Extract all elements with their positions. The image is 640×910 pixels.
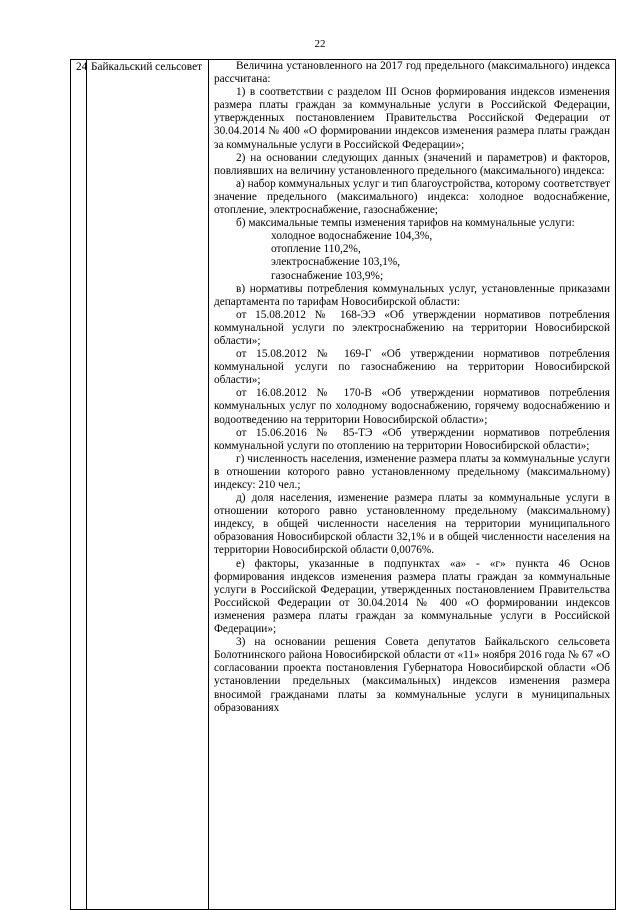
paragraph: 1) в соответствии с разделом III Основ формирования индексов изменения размера платы граждан за коммунальные услуги в Российской Федерации, утвержденных постановлением Правительства Российской Федерации от 30.04.2014 № 400 «О формировании индексов изменения размера платы граждан за коммунальные услуги в Российской Федерации»; xyxy=(214,86,610,151)
paragraph: от 15.08.2012 № 168-ЭЭ «Об утверждении нормативов потребления коммунальной услуги по электроснабжению на территории Новосибирской области»; xyxy=(214,308,610,347)
paragraph: от 15.06.2016 № 85-ТЭ «Об утверждении нормативов потребления коммунальной услуги по отоплению на территории Новосибирской области»; xyxy=(214,426,610,452)
paragraph: е) факторы, указанные в подпунктах «а» - «г» пункта 46 Основ формирования индексов изменения размера платы граждан за коммунальные услуги в Российской Федерации, утвержденных постановлением Правительства Российской Федерации от 30.04.2014 № 400 «О формировании индексов изменения размера платы граждан за коммунальные услуги в Российской Федерации»; xyxy=(214,557,610,636)
paragraph-list xyxy=(214,60,610,715)
paragraph: от 15.08.2012 № 169-Г «Об утверждении нормативов потребления коммунальной услуги по газоснабжению на территории Новосибирской области»; xyxy=(214,348,610,387)
tariff-item: отопление 110,2%, xyxy=(271,243,361,256)
paragraph: 2) на основании следующих данных (значений и параметров) и факторов, повлиявших на величину установленного предельного (максимального) индекса: xyxy=(214,151,610,177)
tariff-item: холодное водоснабжение 104,3%, xyxy=(271,230,433,243)
table-row xyxy=(71,60,616,910)
municipality-name: Байкальский сельсовет xyxy=(87,60,209,910)
tariff-item: электроснабжение 103,1%, xyxy=(271,256,401,269)
document-table xyxy=(70,59,616,910)
paragraph: д) доля населения, изменение размера платы за коммунальные услуги в отношении которого равно установленному предельному (максимальному) индексу, в общей численности населения на территории муниципального образования Новосибирской области 32,1% и в общей численности населения на территории Новосибирской области 0,0076%. xyxy=(214,492,610,557)
paragraph: в) нормативы потребления коммунальных услуг, установленные приказами департамента по тарифам Новосибирской области: xyxy=(214,282,610,308)
paragraph: б) максимальные темпы изменения тарифов на коммунальные услуги: xyxy=(236,217,575,230)
tariff-item: газоснабжение 103,9%; xyxy=(271,269,384,282)
paragraph: 3) на основании решения Совета депутатов Байкальского сельсовета Болотнинского района Новосибирской области от «11» ноября 2016 года № 67 «О согласовании проекта постановления Губернатора Новосибирской области «Об установлении предельных (максимальных) индексов изменения размера вносимой гражданами платы за коммунальные услуги в муниципальных образованиях xyxy=(214,636,610,714)
description-cell xyxy=(209,60,616,910)
paragraph: от 16.08.2012 № 170-В «Об утверждении нормативов потребления коммунальных услуг по холодному водоснабжению, горячему водоснабжению и водоотведению на территории Новосибирской области»; xyxy=(214,387,610,426)
row-number: 24 xyxy=(71,60,87,910)
paragraph: г) численность населения, изменение размера платы за коммунальные услуги в отношении которого равно установленному предельному (максимальному) индексу: 210 чел.; xyxy=(214,452,610,491)
paragraph: а) набор коммунальных услуг и тип благоустройства, которому соответствует значение предельного (максимального) индекса: холодное водоснабжение, отопление, электроснабжение, газоснабжение; xyxy=(214,177,610,217)
page-number: 22 xyxy=(314,38,326,50)
paragraph: Величина установленного на 2017 год предельного (максимального) индекса рассчитана: xyxy=(214,60,610,86)
